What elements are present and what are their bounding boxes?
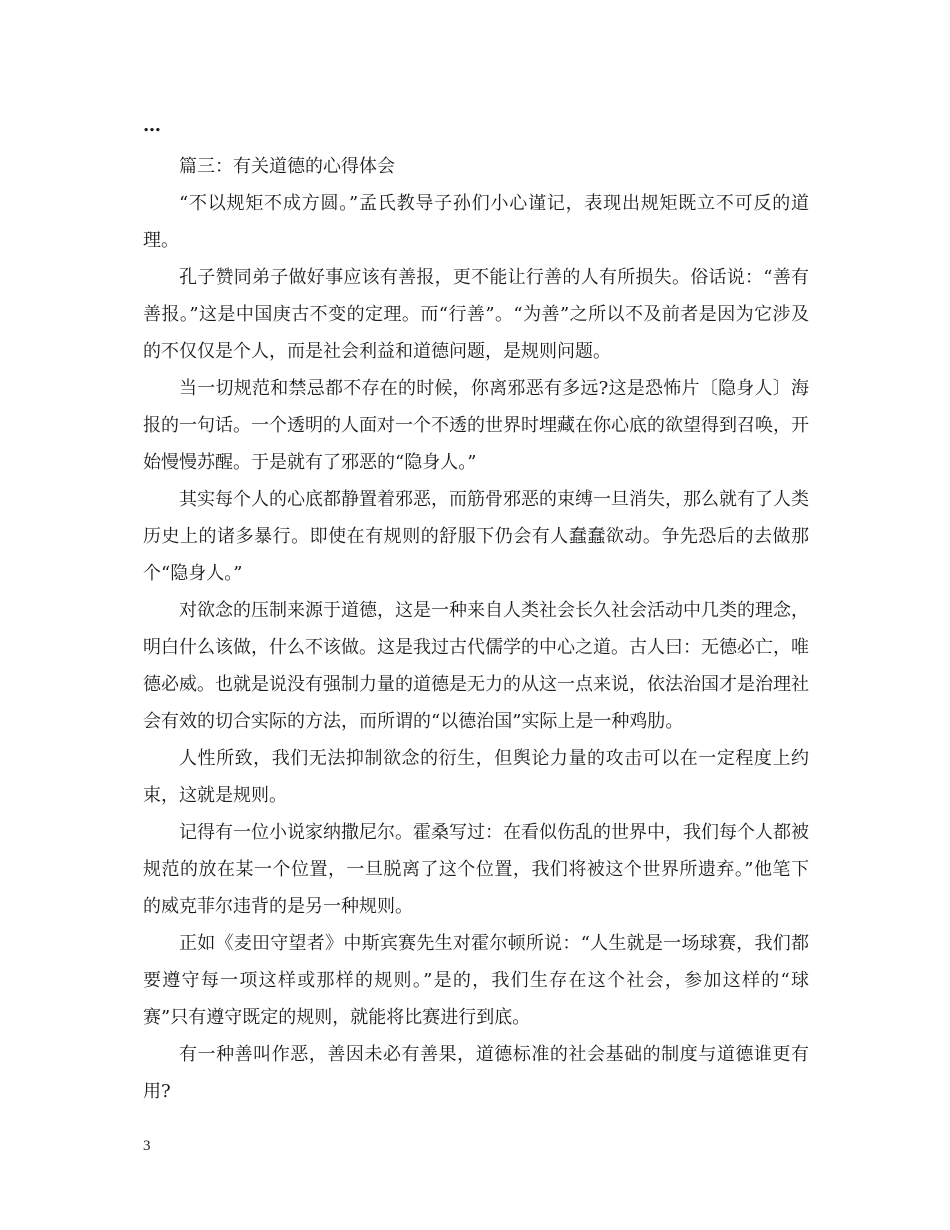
paragraph-7: 记得有一位小说家纳撒尼尔。霍桑写过：在看似伤乱的世界中，我们每个人都被规范的放在某一个位置，一旦脱离了这个位置，我们将被这个世界所遗弃。”他笔下的威克菲尔违背的是另一种规则。 xyxy=(143,822,809,917)
paragraph-6: 人性所致，我们无法抑制欲念的衍生，但舆论力量的攻击可以在一定程度上约束，这就是规则。 xyxy=(143,748,809,806)
page-number: 3 xyxy=(143,1138,151,1154)
paragraph-8: 正如《麦田守望者》中斯宾赛先生对霍尔顿所说：“人生就是一场球赛，我们都要遵守每一项这样或那样的规则。”是的，我们生存在这个社会，参加这样的“球赛”只有遵守既定的规则，就能将比赛进行到底。 xyxy=(143,933,809,1028)
section-title: 篇三：有关道德的心得体会 xyxy=(179,156,395,177)
paragraph-4: 其实每个人的心底都静置着邪恶，而筋骨邪恶的束缚一旦消失，那么就有了人类历史上的诸多暴行。即使在有规则的舒服下仍会有人蠢蠢欲动。争先恐后的去做那个“隐身人。” xyxy=(143,489,809,584)
paragraph-2: 孔子赞同弟子做好事应该有善报，更不能让行善的人有所损失。俗话说：“善有善报。”这是中国庚古不变的定理。而“行善”。“为善”之所以不及前者是因为它涉及的不仅仅是个人，而是社会利益和道德问题，是规则问题。 xyxy=(143,267,809,362)
document-body xyxy=(143,148,809,1110)
ellipsis-mark: … xyxy=(143,115,162,136)
paragraph-1: “不以规矩不成方圆。”孟氏教导子孙们小心谨记，表现出规矩既立不可反的道理。 xyxy=(143,193,809,251)
paragraph-9: 有一种善叫作恶，善因未必有善果，道德标准的社会基础的制度与道德谁更有用? xyxy=(143,1044,809,1102)
paragraph-3: 当一切规范和禁忌都不存在的时候，你离邪恶有多远?这是恐怖片〔隐身人〕海报的一句话。一个透明的人面对一个不透的世界时埋藏在你心底的欲望得到召唤，开始慢慢苏醒。于是就有了邪恶的“隐身人。” xyxy=(143,378,809,473)
paragraph-5: 对欲念的压制来源于道德，这是一种来自人类社会长久社会活动中几类的理念，明白什么该做，什么不该做。这是我过古代儒学的中心之道。古人曰：无德必亡，唯德必威。也就是说没有强制力量的道德是无力的从这一点来说，依法治国才是治理社会有效的切合实际的方法，而所谓的“以德治国”实际上是一种鸡肋。 xyxy=(143,600,809,732)
